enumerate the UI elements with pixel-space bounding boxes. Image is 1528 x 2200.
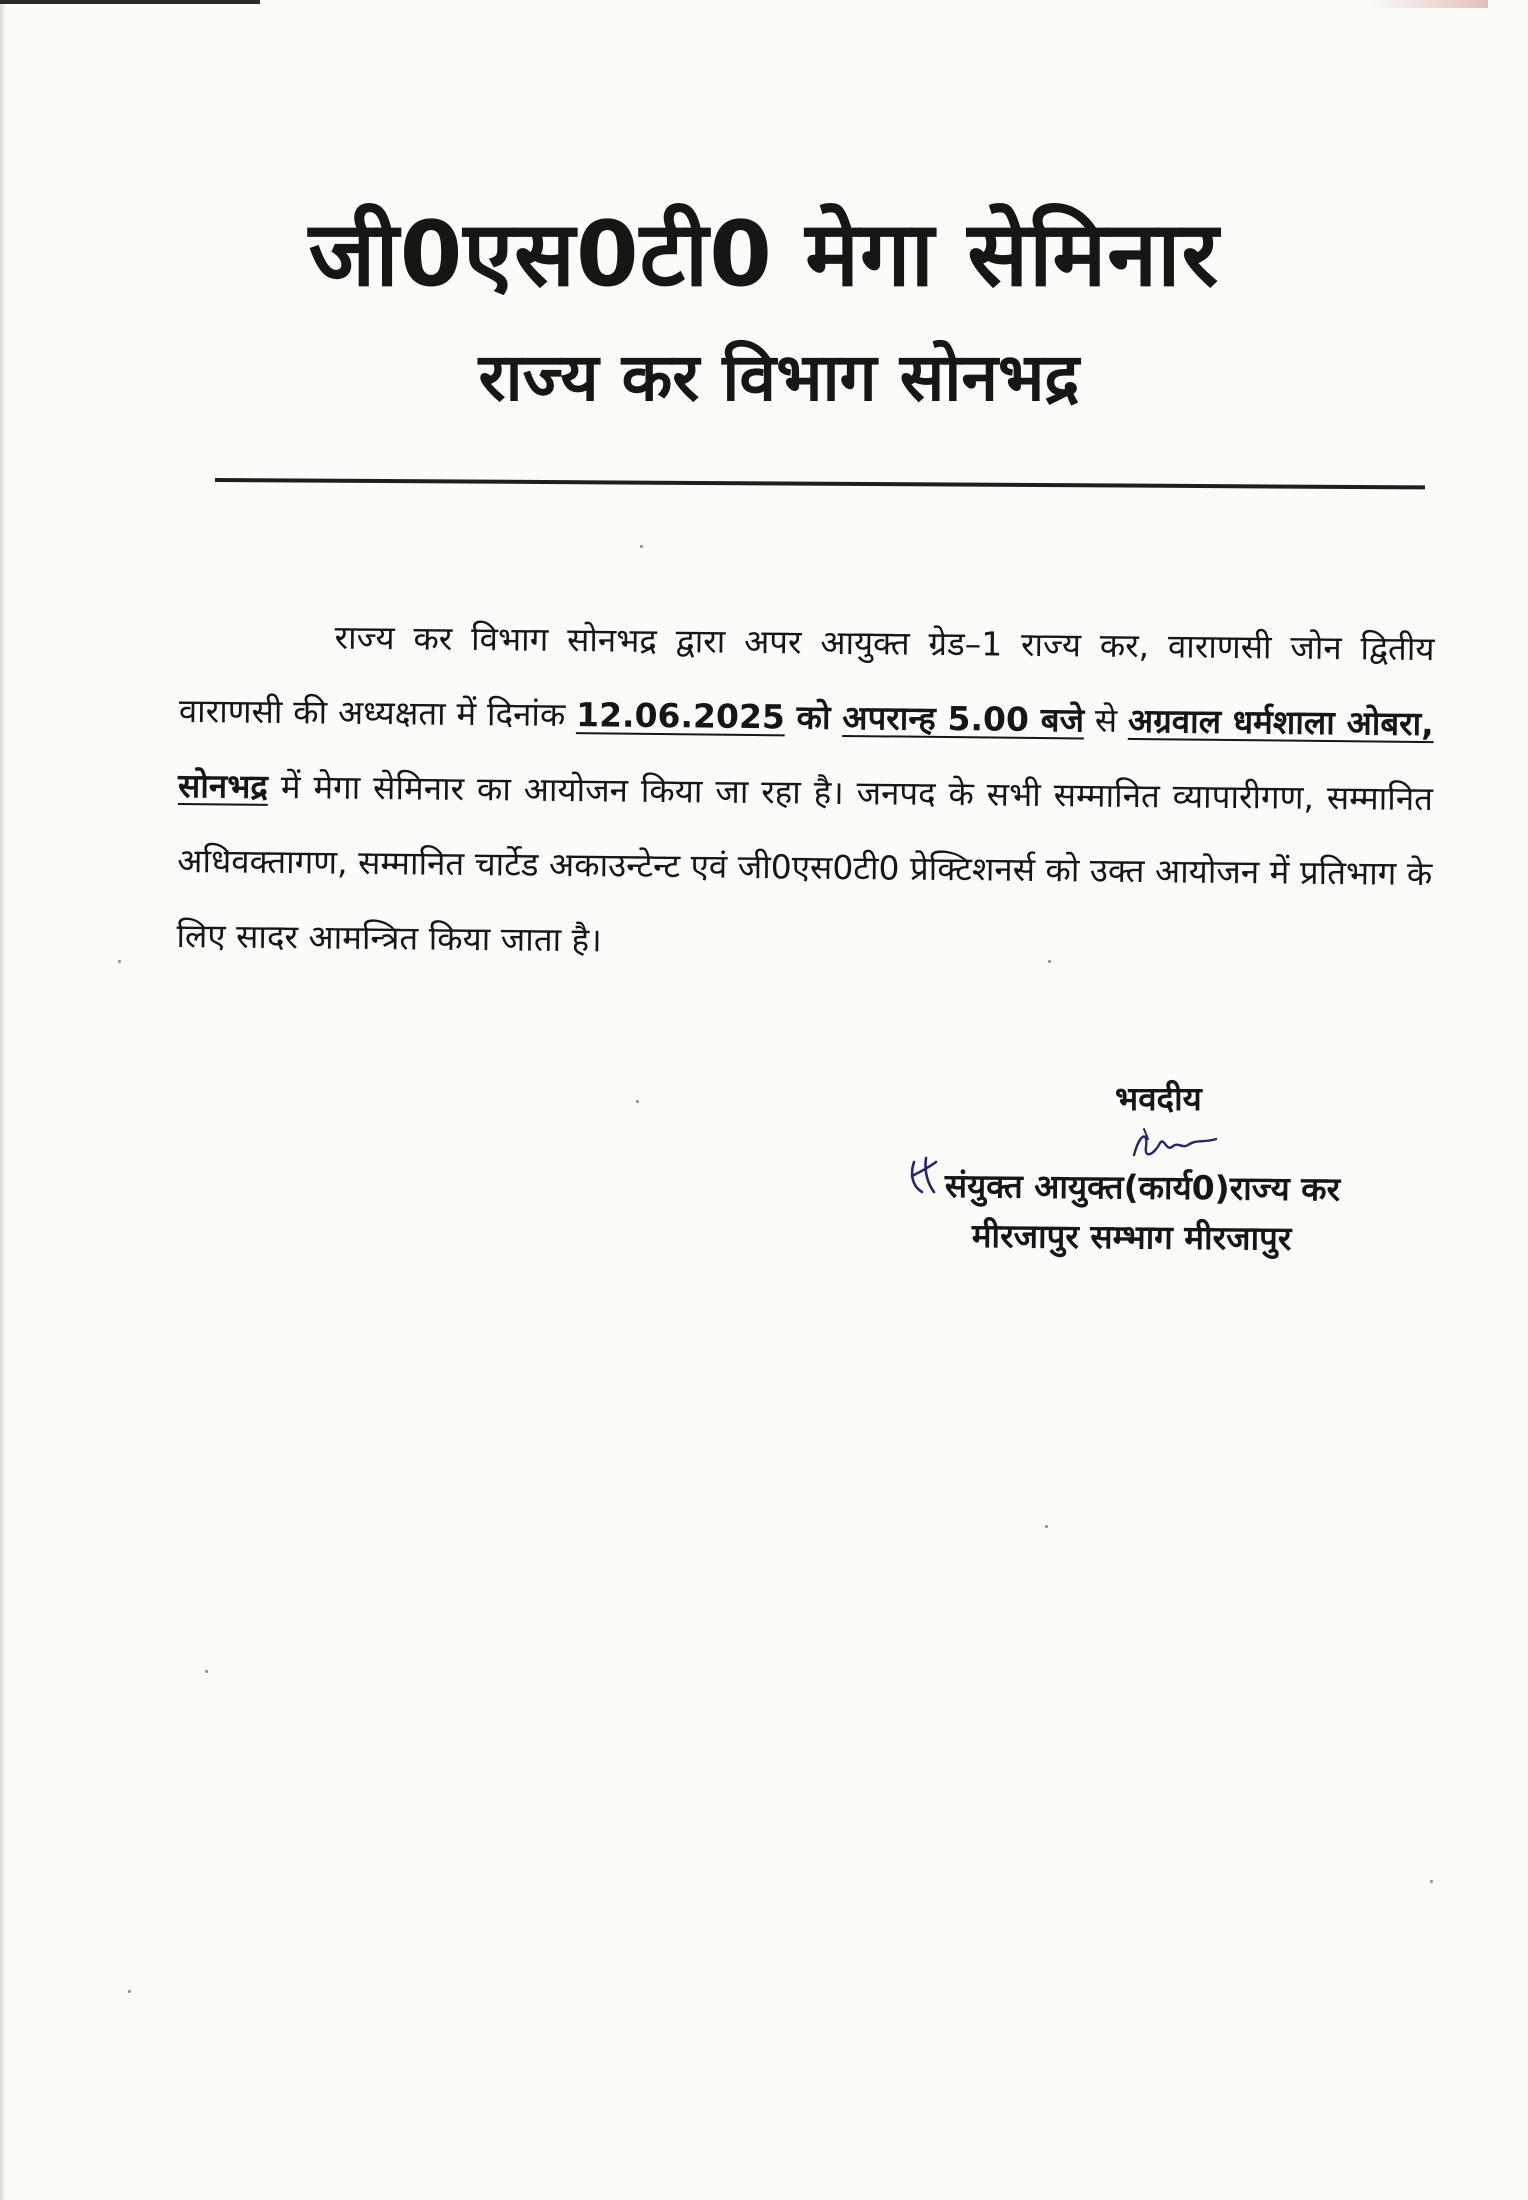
document-subtitle: राज्य कर विभाग सोनभद्र — [478, 339, 1080, 416]
body-text-part1: राज्य कर विभाग सोनभद्र द्वारा अपर आयुक्त ग्रेड–1 राज्य कर, वाराणसी जोन द्वितीय वाराणसी की अध्यक्षता में दिनांक — [178, 617, 1435, 735]
initial-mark-icon — [906, 1152, 942, 1202]
event-time: अपरान्ह 5.00 बजे — [842, 697, 1085, 740]
scan-speck — [128, 1990, 131, 1993]
scan-speck — [205, 1670, 208, 1673]
body-paragraph — [176, 598, 1435, 986]
document-title: जी0एस0टी0 मेगा सेमिनार — [308, 202, 1220, 307]
scan-speck — [1048, 960, 1051, 963]
officer-designation: संयुक्त आयुक्त(कार्य0)राज्य कर — [944, 1165, 1341, 1209]
corner-stain — [1368, 0, 1488, 8]
scan-speck — [636, 1100, 639, 1103]
scan-speck — [1430, 1880, 1433, 1883]
header-divider — [215, 478, 1425, 489]
event-date: 12.06.2025 — [575, 695, 786, 737]
top-scan-artifact — [0, 0, 260, 4]
officer-office: मीरजापुर सम्भाग मीरजापुर — [971, 1215, 1292, 1258]
scan-speck — [640, 545, 643, 548]
closing-salutation: भवदीय — [1115, 1079, 1202, 1118]
body-text-part3: से — [1083, 700, 1129, 740]
signature-icon — [1130, 1125, 1220, 1165]
page-shadow-edge — [0, 0, 6, 2200]
scan-speck — [1045, 1525, 1048, 1528]
event-venue: अग्रवाल धर्मशाला ओबरा, सोनभद्र — [177, 700, 1434, 806]
body-text-part2: को — [784, 697, 843, 737]
body-text-part4: में मेगा सेमिनार का आयोजन किया जा रहा है। जनपद के सभी सम्मानित व्यापारीगण, सम्मानित अधिवक्तागण, सम्मानित चार्टेड अकाउन्टेन्ट एवं जी0एस0टी0 प्रेक्टिशनर्स को उक्त आयोजन में प्रतिभाग के लिए सादर आमन्त्रित किया जाता है। — [176, 766, 1434, 960]
scan-speck — [118, 960, 121, 963]
